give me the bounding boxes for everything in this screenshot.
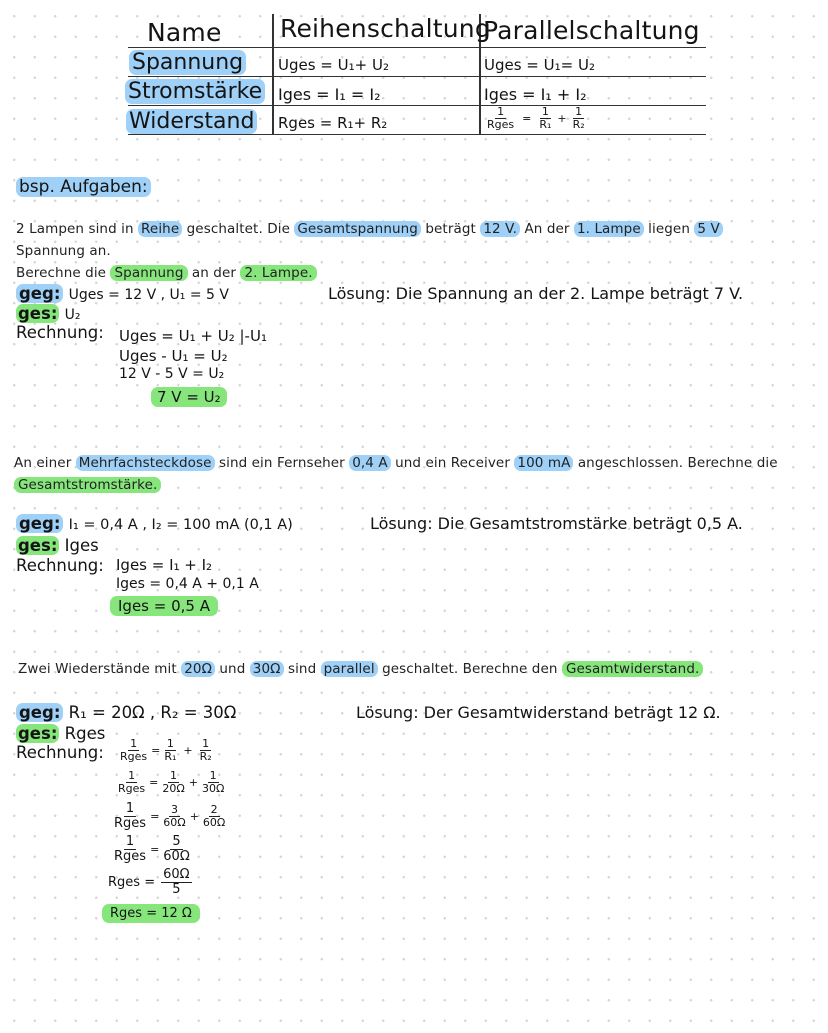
- s2-b-num: 1: [170, 769, 178, 782]
- t3-h3: parallel: [321, 661, 378, 677]
- prf-lhs-den: Rges: [487, 117, 515, 131]
- t3-h1: 20Ω: [181, 661, 215, 677]
- task1-step-2: Uges - U₁ = U₂: [119, 347, 228, 365]
- s3-b-den: 60Ω: [163, 815, 186, 829]
- table-header-name: Name: [147, 18, 222, 47]
- task1-ges-label: ges:: [18, 304, 58, 323]
- t1-p1: 2 Lampen sind in: [16, 221, 139, 237]
- s2-plus: +: [188, 775, 198, 789]
- prf-lhs-num: 1: [497, 105, 505, 118]
- task2-result: Iges = 0,5 A: [110, 596, 218, 616]
- section-heading: bsp. Aufgaben:: [16, 177, 151, 197]
- table-divider-h3: [128, 105, 706, 106]
- task2-ges-label: ges:: [18, 536, 58, 555]
- s1-a-num: 1: [130, 737, 138, 750]
- table-divider-h4: [128, 134, 706, 135]
- task3-geg: [16, 703, 236, 722]
- s1-c-num: 1: [202, 737, 210, 750]
- t1-h6: Spannung: [110, 265, 187, 281]
- t1-h2: Gesamtspannung: [294, 221, 421, 237]
- series-current-formula: Iges = I₁ = I₂: [278, 85, 381, 104]
- prf-r2-num: 1: [575, 105, 583, 118]
- s2-eq: =: [149, 775, 159, 789]
- t1-p5: liegen: [643, 221, 695, 237]
- t2-h3: 100 mA: [514, 455, 573, 471]
- s4-b-den: 60Ω: [163, 848, 190, 864]
- task1-step-1: Uges = U₁ + U₂ |-U₁: [119, 327, 267, 345]
- task2-geg-value: I₁ = 0,4 A , I₂ = 100 mA (0,1 A): [68, 517, 293, 533]
- s4-b-num: 5: [172, 834, 181, 849]
- s3-c-den: 60Ω: [202, 815, 226, 829]
- prf-r2-den: R₂: [572, 117, 585, 131]
- t1-h3: 12 V.: [480, 221, 520, 237]
- t1-h5: 5 V: [694, 221, 722, 237]
- t1-p3: beträgt: [420, 221, 481, 237]
- t3-p4: geschaltet. Berechne den: [377, 661, 562, 677]
- s2-a-num: 1: [128, 769, 136, 782]
- task3-geg-value: R₁ = 20Ω , R₂ = 30Ω: [68, 703, 237, 722]
- t3-p2: und: [214, 661, 250, 677]
- t1-h7: 2. Lampe.: [240, 265, 316, 281]
- s5-lhs: Rges =: [108, 874, 156, 890]
- s1-c-den: R₂: [199, 749, 212, 763]
- task1-ges-value: U₂: [64, 307, 81, 323]
- prf-r1-den: R₁: [539, 117, 552, 131]
- task3-step-5: [108, 868, 194, 896]
- t3-p1: Zwei Wiederstände mit: [18, 661, 182, 677]
- s2-b-den: 20Ω: [162, 781, 185, 795]
- t1-h4: 1. Lampe: [574, 221, 644, 237]
- parallel-voltage-formula: Uges = U₁= U₂: [484, 56, 595, 74]
- task2-step-2: Iges = 0,4 A + 0,1 A: [116, 576, 259, 592]
- series-resistance-formula: Rges = R₁+ R₂: [278, 114, 388, 132]
- task1-step-3: 12 V - 5 V = U₂: [119, 366, 225, 382]
- table-divider-h1: [128, 47, 706, 48]
- s2-a-den: Rges: [118, 781, 146, 795]
- task2-rechnung-label: Rechnung:: [16, 556, 104, 575]
- task1-ges: [16, 304, 81, 323]
- prf-r1-num: 1: [541, 105, 549, 118]
- task1-geg-value: Uges = 12 V , U₁ = 5 V: [68, 287, 229, 303]
- task1-text: [16, 218, 796, 284]
- s1-a-den: Rges: [120, 749, 148, 763]
- series-voltage-formula: Uges = U₁+ U₂: [278, 56, 389, 74]
- task1-geg: [16, 284, 229, 303]
- table-header-series: Reihenschaltung: [280, 14, 491, 43]
- task2-ges: [16, 536, 99, 555]
- row-label-stromstaerke: Stromstärke: [125, 79, 265, 104]
- t1-p2: geschaltet. Die: [182, 221, 295, 237]
- task3-step-3: [110, 802, 229, 830]
- prf-plus: +: [557, 111, 567, 125]
- s4-eq: =: [150, 842, 160, 856]
- row-label-spannung: Spannung: [129, 50, 246, 75]
- task3-ges-label: ges:: [18, 724, 58, 743]
- t1-p4: An der: [520, 221, 574, 237]
- s1-plus: +: [183, 743, 193, 757]
- t2-p4: angeschlossen. Berechne die: [573, 455, 778, 471]
- parallel-resistance-formula: [483, 106, 589, 130]
- task1-rechnung-label: Rechnung:: [16, 323, 104, 342]
- task2-geg-label: geg:: [16, 514, 63, 533]
- task3-ges: [16, 724, 105, 743]
- t3-h4: Gesamtwiderstand.: [562, 661, 703, 677]
- task3-ges-value: Rges: [64, 724, 106, 743]
- task2-step-1: Iges = I₁ + I₂: [116, 556, 213, 574]
- task3-step-2: [114, 770, 228, 794]
- task1-solution: Lösung: Die Spannung an der 2. Lampe beträgt 7 V.: [328, 284, 744, 303]
- s4-a-den: Rges: [114, 848, 147, 864]
- task3-rechnung-label: Rechnung:: [16, 743, 104, 762]
- parallel-current-formula: Iges = I₁ + I₂: [484, 85, 587, 104]
- s3-plus: +: [189, 809, 199, 823]
- task3-result: Rges = 12 Ω: [102, 904, 200, 923]
- t1-p7: Berechne die: [16, 265, 111, 281]
- t3-h2: 30Ω: [250, 661, 284, 677]
- prf-eq: =: [522, 111, 532, 125]
- t2-h2: 0,4 A: [349, 455, 391, 471]
- task2-geg: [16, 514, 293, 533]
- task3-geg-label: geg:: [16, 703, 63, 722]
- t1-p6: Spannung an.: [16, 243, 111, 259]
- t2-p2: sind ein Fernseher: [214, 455, 350, 471]
- s3-eq: =: [150, 809, 160, 823]
- task1-geg-label: geg:: [16, 284, 63, 303]
- table-divider-v1: [272, 14, 274, 134]
- t1-h1: Reihe: [138, 221, 182, 237]
- task3-solution: Lösung: Der Gesamtwiderstand beträgt 12 Ω.: [356, 703, 721, 722]
- task2-solution: Lösung: Die Gesamtstromstärke beträgt 0,5 A.: [370, 514, 743, 533]
- s1-b-num: 1: [166, 737, 174, 750]
- task2-ges-value: Iges: [64, 536, 99, 555]
- s2-c-den: 30Ω: [201, 781, 225, 795]
- task3-text: [18, 658, 703, 680]
- t2-p3: und ein Receiver: [390, 455, 515, 471]
- task1-result: 7 V = U₂: [151, 387, 227, 407]
- s5-den: 5: [172, 881, 181, 897]
- s5-num: 60Ω: [163, 867, 190, 882]
- s3-b-num: 3: [170, 803, 178, 817]
- task3-step-1: [116, 738, 216, 762]
- t2-p1: An einer: [14, 455, 76, 471]
- s3-c-num: 2: [210, 803, 218, 817]
- t2-h4: Gesamtstromstärke.: [14, 477, 161, 493]
- table-divider-h2: [128, 76, 706, 77]
- s2-c-num: 1: [209, 769, 217, 782]
- t2-h1: Mehrfachsteckdose: [76, 455, 215, 471]
- task2-text: [14, 452, 804, 496]
- s1-eq: =: [151, 743, 161, 757]
- table-header-parallel: Parallelschaltung: [483, 16, 700, 45]
- s3-a-num: 1: [125, 801, 135, 816]
- s1-b-den: R₁: [164, 749, 177, 763]
- s4-a-num: 1: [125, 834, 135, 849]
- s3-a-den: Rges: [114, 815, 147, 831]
- task3-step-4: [110, 835, 194, 863]
- t1-p8: an der: [187, 265, 241, 281]
- t3-p3: sind: [283, 661, 321, 677]
- row-label-widerstand: Widerstand: [126, 109, 257, 134]
